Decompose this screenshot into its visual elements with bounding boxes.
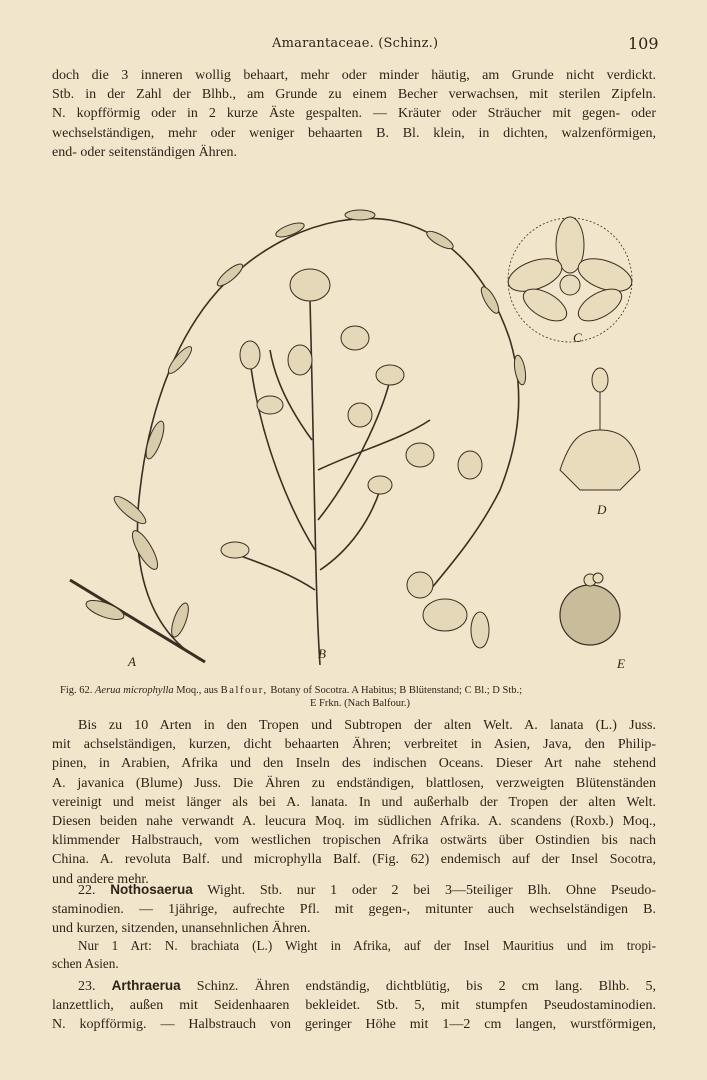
figure-label-c: C [573, 330, 582, 345]
section-22-genus: Nothosaerua [110, 882, 193, 897]
figure-label-a: A [128, 654, 136, 669]
body-paragraph [52, 716, 656, 889]
section-22-line-1: 22. Nothosaerua Wight. Stb. nur 1 oder 2 bei 3—5teiliger Blh. Ohne Pseudo- [78, 882, 657, 898]
section-22-line-3: und kurzen, sitzenden, unansehnlichen Ähren. [52, 921, 311, 937]
body-line: mit achselständigen, kurzen, dicht behaarten Ähren; verbreitet in Asien, Java, den Philip- [52, 737, 656, 753]
section-22 [52, 880, 656, 939]
body-line: Diesen beiden nahe verwandt A. leucura Moq. im südlichen Afrika. A. scandens (Roxb.) Moq., [52, 814, 656, 830]
section-23-line-3: N. kopfförmig. — Halbstrauch von geringer Höhe mit 1—2 cm langen, wurstförmigen, [52, 1017, 656, 1033]
section-23-number: 23. [78, 979, 96, 994]
caption-line-2: E Frkn. (Nach Balfour.) [309, 698, 411, 709]
section-22-note-line-1: Nur 1 Art: N. brachiata (L.) Wight in Afrika, auf der Insel Mauritius und im tropi- [78, 938, 656, 953]
section-23 [52, 976, 656, 1035]
stamen-detail [560, 368, 640, 490]
intro-line: N. kopfförmig oder in 2 kurze Äste gespalten. — Kräuter oder Sträucher mit gegen- oder [52, 106, 656, 122]
page-header [0, 34, 707, 56]
body-line: vereinigt und meist länger als bei A. lanata. In und außerhalb der Tropen der alten Welt. [52, 794, 656, 810]
caption-line-1: Fig. 62. Aerua microphylla Moq., aus Balfour, Botany of Socotra. A Habitus; B Blütenstand; C Bl.; D Stb.; [60, 685, 523, 696]
figure-label-d: D [597, 502, 607, 517]
figure-label-b: B [318, 646, 326, 661]
body-line: Bis zu 10 Arten in den Tropen und Subtropen der alten Welt. A. lanata (L.) Juss. [78, 718, 656, 733]
ovary-detail [560, 573, 620, 645]
section-22-note-line-2: schen Asien. [52, 955, 119, 971]
body-line: pinen, in Arabien, Afrika und den Inseln des indischen Oceans. Dieser Art nahe stehend [52, 756, 656, 772]
body-line: China. A. revoluta Balf. und microphylla Balf. (Fig. 62) endemisch auf der Insel Socotra, [52, 852, 656, 868]
intro-line: wechselständigen, mehr oder weniger behaarten B. Bl. klein, in dichten, walzenförmigen, [52, 125, 656, 141]
figure-caption [60, 684, 660, 710]
section-23-line-1: 23. Arthraerua Schinz. Ähren endständig, dichtblütig, bis 2 cm lang. Blhb. 5, [78, 978, 657, 994]
intro-line: Stb. in der Zahl der Blhb., am Grunde zu einem Becher verwachsen, mit sterilen Zipfeln. [52, 87, 656, 103]
section-23-genus: Arthraerua [111, 978, 181, 993]
body-line: und andere mehr. [52, 871, 149, 887]
figure-62 [60, 190, 660, 675]
flower-detail [504, 217, 636, 342]
page-number: 109 [628, 34, 659, 53]
section-23-line-2: lanzettlich, außen mit Seidenhaaren bekleidet. Stb. 5, mit stumpfen Pseudostaminodien. [52, 998, 656, 1014]
section-22-number: 22. [78, 883, 96, 898]
section-22-note [52, 937, 656, 973]
figure-label-e: E [617, 656, 625, 671]
body-line: A. javanica (Blume) Juss. Die Ähren zu endständigen, blattlosen, verzweigten Blütenständen [52, 775, 656, 791]
section-22-line-2: staminodien. — 1jährige, aufrechte Pfl. mit gegen-, mitunter auch wechselständigen B. [52, 902, 656, 918]
intro-line: doch die 3 inneren wollig behaart, mehr oder minder häutig, am Grunde nicht verdickt. [52, 68, 656, 83]
running-head: Amarantaceae. (Schinz.) [272, 36, 439, 51]
intro-paragraph [52, 66, 656, 162]
intro-line: end- oder seitenständigen Ähren. [52, 144, 238, 160]
botanical-illustration [60, 190, 660, 675]
body-line: klimmender Halbstrauch, vom westlichen tropischen Afrika ostwärts über Ostindien bis nach [52, 833, 656, 849]
